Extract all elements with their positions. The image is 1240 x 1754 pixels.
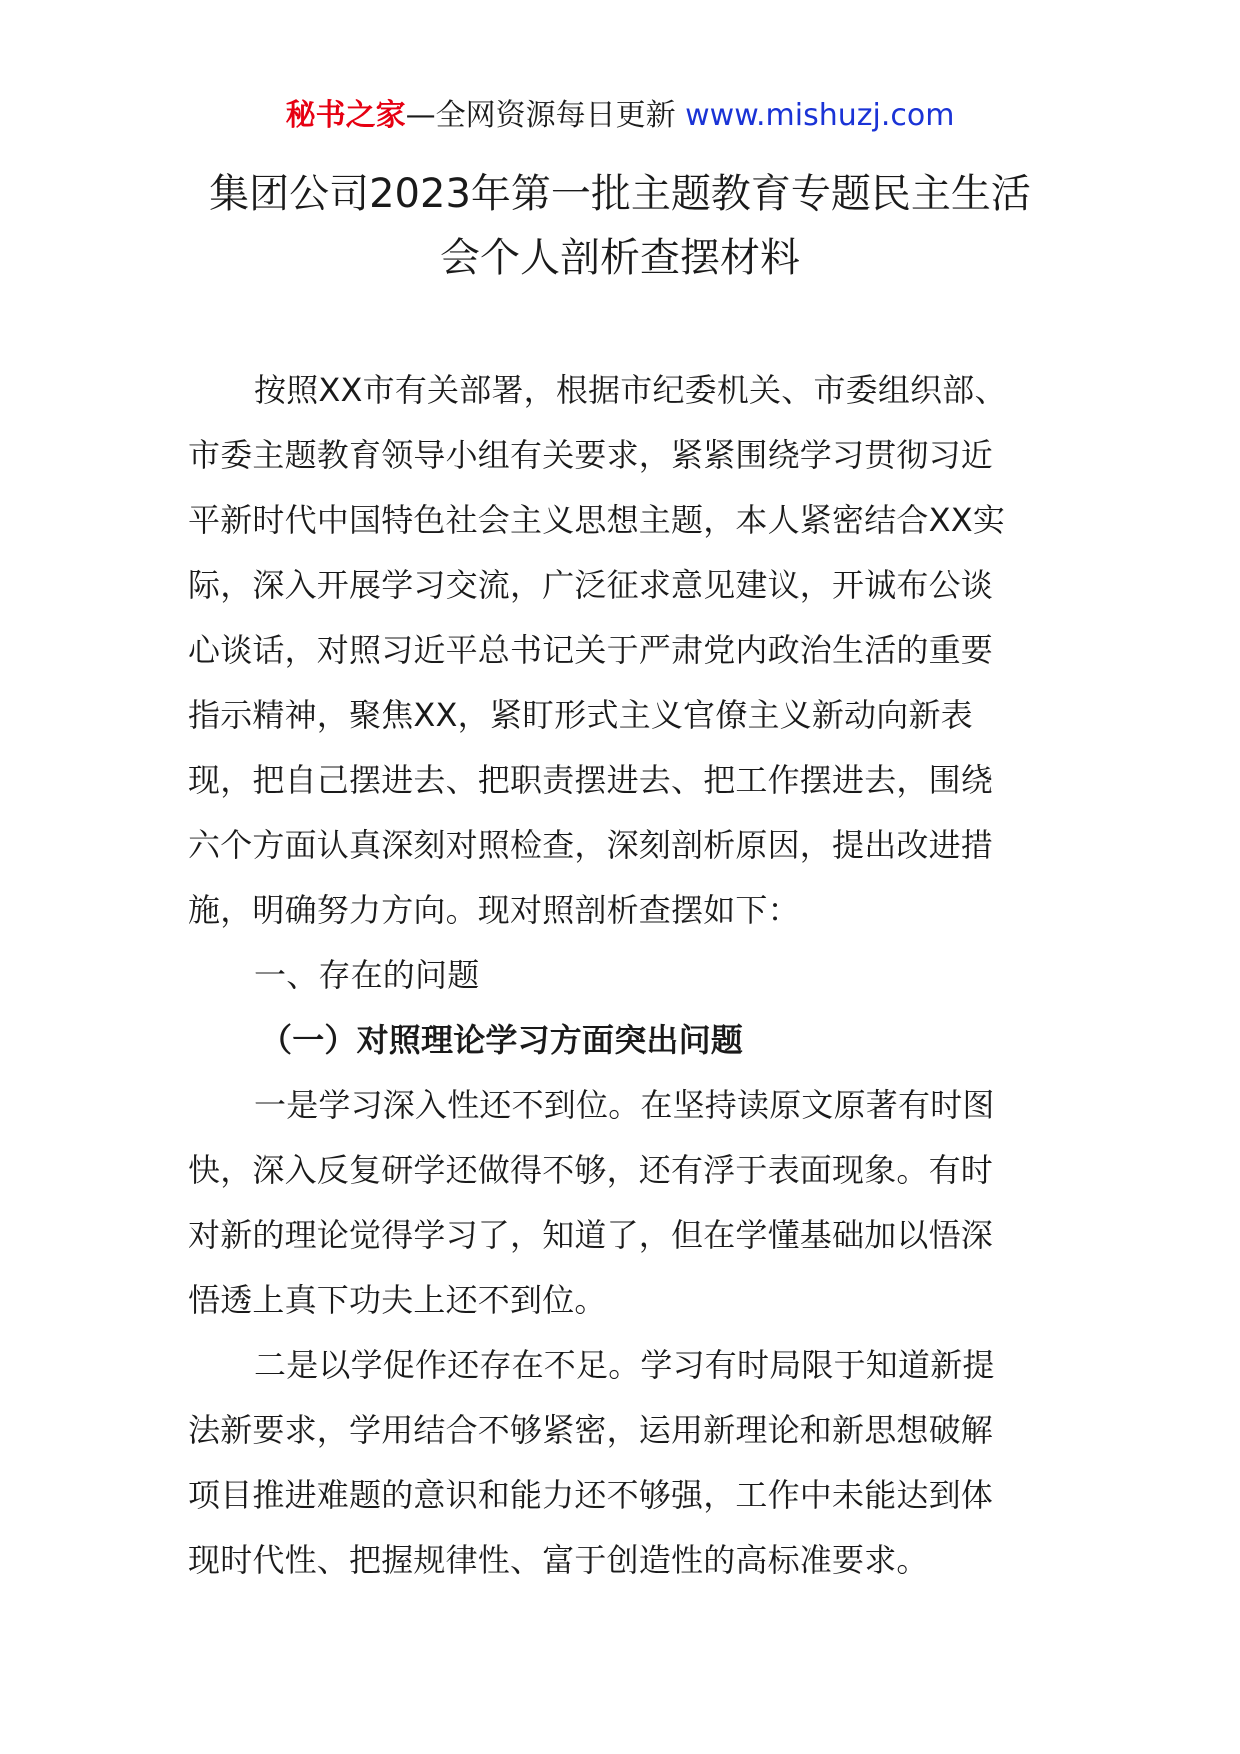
- body-line: 按照XX市有关部署，根据市纪委机关、市委组织部、: [254, 371, 1007, 409]
- body-line: 现时代性、把握规律性、富于创造性的高标准要求。: [188, 1541, 929, 1579]
- body-line: 市委主题教育领导小组有关要求，紧紧围绕学习贯彻习近: [188, 436, 994, 474]
- section-heading: 一、存在的问题: [254, 956, 480, 994]
- body-line: 对新的理论觉得学习了，知道了，但在学懂基础加以悟深: [188, 1216, 994, 1254]
- body-line: 二是以学促作还存在不足。学习有时局限于知道新提: [254, 1346, 995, 1384]
- brand-name: 秘书之家: [285, 98, 406, 133]
- body-line: 项目推进难题的意识和能力还不够强，工作中未能达到体: [188, 1476, 994, 1514]
- body-line: 现，把自己摆进去、把职责摆进去、把工作摆进去，围绕: [188, 761, 994, 799]
- body-line: 快，深入反复研学还做得不够，还有浮于表面现象。有时: [188, 1151, 994, 1189]
- body-line: 六个方面认真深刻对照检查，深刻剖析原因，提出改进措: [188, 826, 994, 864]
- body-line: 际，深入开展学习交流，广泛征求意见建议，开诚布公谈: [188, 566, 994, 604]
- body-line: 施，明确努力方向。现对照剖析查摆如下：: [188, 891, 800, 929]
- title-line-2: 会个人剖析查摆材料: [440, 235, 800, 281]
- body-line: 悟透上真下功夫上还不到位。: [188, 1281, 607, 1319]
- body-line: 心谈话，对照习近平总书记关于严肃党内政治生活的重要: [188, 631, 994, 669]
- body-line: 指示精神，聚焦XX，紧盯形式主义官僚主义新动向新表: [188, 696, 973, 734]
- body-line: 平新时代中国特色社会主义思想主题，本人紧密结合XX实: [188, 501, 1006, 539]
- site-header: [0, 96, 1240, 136]
- document-body: [188, 358, 1056, 1593]
- header-slogan: —全网资源每日更新: [405, 98, 676, 133]
- title-line-1: 集团公司2023年第一批主题教育专题民主生活: [209, 171, 1031, 217]
- site-url-link[interactable]: www.mishuzj.com: [685, 98, 955, 133]
- subsection-heading: （一）对照理论学习方面突出问题: [260, 1021, 744, 1059]
- body-line: 一是学习深入性还不到位。在坚持读原文原著有时图: [254, 1086, 995, 1124]
- body-line: 法新要求，学用结合不够紧密，运用新理论和新思想破解: [188, 1411, 994, 1449]
- document-title: [0, 162, 1240, 290]
